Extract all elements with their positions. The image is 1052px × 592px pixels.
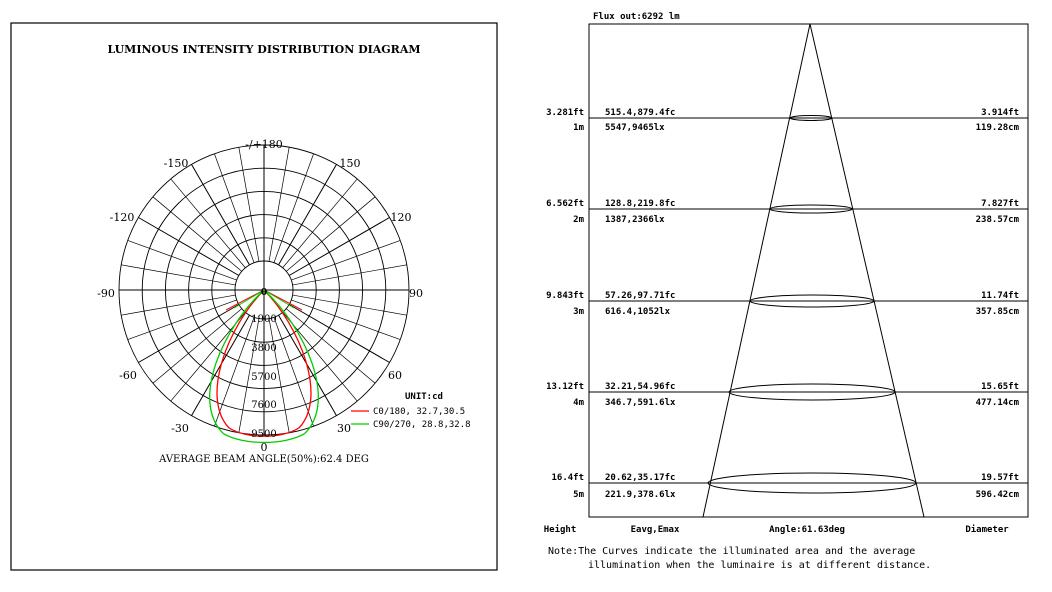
angle-label-60: 60 — [388, 369, 402, 382]
legend-label-c90: C90/270, 28.8,32.8 — [373, 420, 471, 430]
row-4-lx: 346.7,591.6lx — [605, 398, 676, 408]
angle-label-150: 150 — [339, 157, 361, 170]
row-3-height-ft: 9.843ft — [546, 291, 584, 301]
center-label: 0 — [260, 288, 268, 298]
angle-label-30: 30 — [337, 422, 351, 435]
footer-diameter: Diameter — [965, 525, 1009, 535]
angle-label-120: 120 — [390, 211, 412, 224]
ring-value-1: 1900 — [251, 314, 277, 325]
footer-angle: Angle:61.63deg — [769, 525, 845, 535]
beam-angle-label: AVERAGE BEAM ANGLE(50%):62.4 DEG — [159, 454, 369, 465]
row-2-dia-ft: 7.827ft — [981, 199, 1019, 209]
row-1-fc: 515.4,879.4fc — [605, 108, 676, 118]
row-5-lx: 221.9,378.6lx — [605, 490, 676, 500]
row-1-dia-cm: 119.28cm — [975, 123, 1019, 133]
legend-label-c0: C0/180, 32.7,30.5 — [373, 407, 466, 417]
row-2-height-ft: 6.562ft — [546, 199, 584, 209]
row-1-height-ft: 3.281ft — [546, 108, 584, 118]
row-5-dia-cm: 596.42cm — [975, 490, 1019, 500]
angle-label-minus120: -120 — [109, 211, 135, 224]
row-4-dia-cm: 477.14cm — [975, 398, 1019, 408]
angle-label-180: -/+180 — [245, 138, 283, 151]
angle-label-minus30: -30 — [171, 422, 189, 435]
row-2-lx: 1387,2366lx — [605, 215, 665, 225]
row-5-dia-ft: 19.57ft — [981, 473, 1019, 483]
row-1-dia-ft: 3.914ft — [981, 108, 1019, 118]
flux-label: Flux out:6292 lm — [593, 12, 680, 22]
row-5-height-m: 5m — [573, 490, 584, 500]
angle-label-minus90: -90 — [97, 287, 115, 300]
row-3-lx: 616.4,1052lx — [605, 307, 671, 317]
cone-panel-frame — [589, 24, 1028, 517]
ring-value-2: 3800 — [251, 343, 277, 354]
row-5-fc: 20.62,35.17fc — [605, 473, 676, 483]
ring-value-3: 5700 — [251, 372, 277, 383]
cone-left-edge — [703, 24, 810, 517]
row-3-height-m: 3m — [573, 307, 584, 317]
row-4-height-ft: 13.12ft — [546, 382, 584, 392]
ring-value-4: 7600 — [251, 400, 277, 411]
footer-eavg: Eavg,Emax — [630, 525, 680, 535]
polar-title: LUMINOUS INTENSITY DISTRIBUTION DIAGRAM — [107, 43, 421, 56]
row-4-fc: 32.21,54.96fc — [605, 382, 676, 392]
unit-label: UNIT:cd — [405, 392, 443, 402]
row-1-height-m: 1m — [573, 123, 584, 133]
angle-label-minus150: -150 — [163, 157, 189, 170]
row-1-lx: 5547,9465lx — [605, 123, 665, 133]
row-2-dia-cm: 238.57cm — [975, 215, 1019, 225]
cone-right-edge — [810, 24, 924, 517]
note-line-1: Note:The Curves indicate the illuminated area and the average — [548, 546, 916, 557]
ring-value-5: 9500 — [251, 429, 277, 440]
footer-height: Height — [543, 525, 577, 535]
row-4-dia-ft: 15.65ft — [981, 382, 1019, 392]
angle-label-minus60: -60 — [119, 369, 137, 382]
angle-label-90: 90 — [409, 287, 423, 300]
row-3-dia-ft: 11.74ft — [981, 291, 1019, 301]
row-4-height-m: 4m — [573, 398, 584, 408]
row-3-dia-cm: 357.85cm — [975, 307, 1019, 317]
row-2-fc: 128.8,219.8fc — [605, 199, 676, 209]
angle-label-0: 0 — [260, 441, 268, 454]
row-3-fc: 57.26,97.71fc — [605, 291, 676, 301]
note-line-2: illumination when the luminaire is at different distance. — [588, 560, 932, 571]
row-5-height-ft: 16.4ft — [551, 473, 584, 483]
row-2-height-m: 2m — [573, 215, 584, 225]
